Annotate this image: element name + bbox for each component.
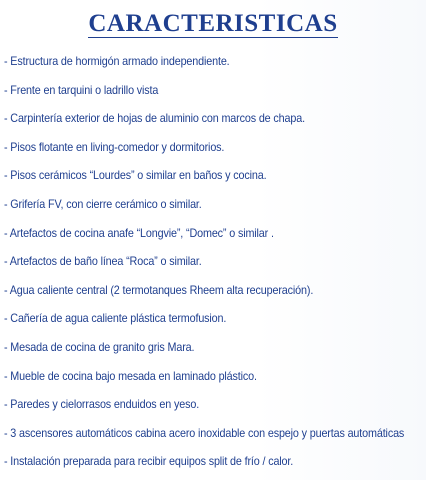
list-item: - Pisos flotante en living-comedor y dormitorios. (4, 140, 225, 154)
list-item: - Paredes y cielorrasos enduidos en yeso. (4, 398, 200, 412)
page-title-text: CARACTERISTICAS (88, 10, 338, 37)
list-item: - Mesada de cocina de granito gris Mara. (4, 340, 195, 354)
list-item: - Agua caliente central (2 termotanques Rheem alta recuperación). (4, 283, 314, 297)
features-list (4, 54, 426, 483)
list-item: - Cañería de agua caliente plástica termofusion. (4, 312, 227, 326)
list-item: - 3 ascensores automáticos cabina acero inoxidable con espejo y puertas automáticas (4, 426, 405, 440)
page-title (0, 9, 426, 39)
list-item: - Artefactos de cocina anafe “Longvie”, “Domec” o similar . (4, 226, 274, 240)
list-item: - Estructura de hormigón armado independiente. (4, 55, 230, 68)
list-item: - Mueble de cocina bajo mesada en laminado plástico. (4, 369, 257, 383)
list-item: - Instalación preparada para recibir equipos split de frío / calor. (4, 455, 294, 469)
list-item: - Pisos cerámicos “Lourdes” o similar en baños y cocina. (4, 169, 267, 183)
list-item: - Grifería FV, con cierre cerámico o similar. (4, 197, 202, 211)
list-item: - Carpintería exterior de hojas de aluminio con marcos de chapa. (4, 112, 305, 126)
list-item: - Artefactos de baño línea “Roca” o similar. (4, 255, 202, 269)
list-item: - Frente en tarquini o ladrillo vista (4, 83, 159, 97)
